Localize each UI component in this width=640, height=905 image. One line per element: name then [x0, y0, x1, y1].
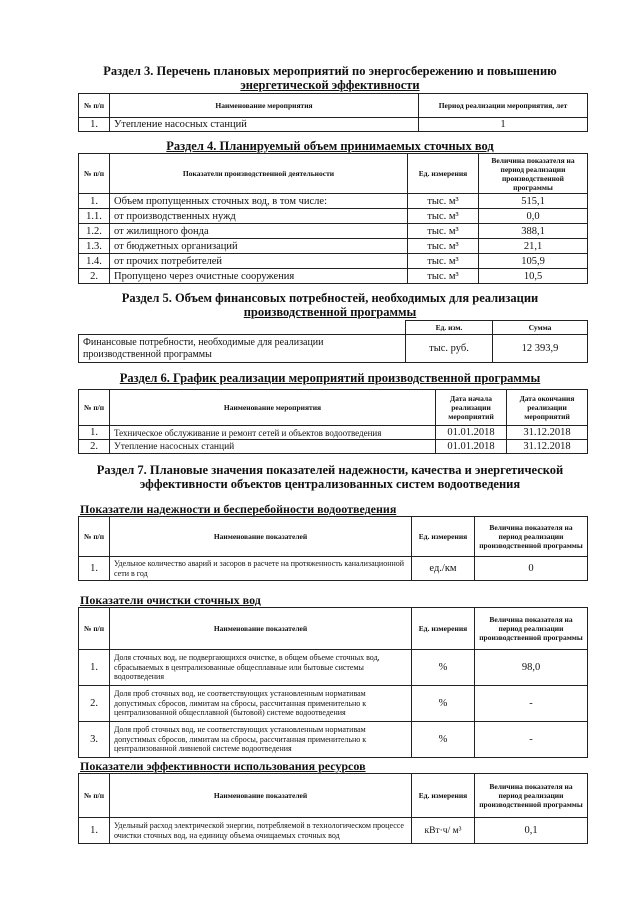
section-6-title: [70, 371, 590, 385]
col-unit: Ед. измерения: [408, 154, 479, 194]
row-value: -: [475, 686, 588, 722]
row-unit: тыс. м³: [408, 269, 479, 284]
section-6-table: [78, 389, 588, 454]
row-value: -: [475, 722, 588, 758]
table-header-row: [79, 154, 588, 194]
table-row: [79, 224, 588, 239]
col-name: Наименование показателей: [110, 517, 412, 557]
row-period: 1: [419, 118, 588, 132]
section-3-title-line1: Раздел 3. Перечень плановых мероприятий по энергосбережению и повышению: [103, 64, 557, 78]
row-number: 1.: [79, 426, 110, 440]
row-number: 1.2.: [79, 224, 110, 239]
table-row: [79, 440, 588, 454]
table-row: [79, 557, 588, 581]
section-6-title-text: Раздел 6. График реализации мероприятий производственной программы: [119, 371, 541, 385]
col-name: Показатели производственной деятельности: [110, 154, 408, 194]
col-value: Величина показателя на период реализации производственной программы: [479, 154, 588, 194]
col-end: Дата окончания реализации мероприятий: [507, 390, 588, 426]
table-row: [79, 209, 588, 224]
row-value: 515,1: [479, 194, 588, 209]
table-header-row: [79, 390, 588, 426]
col-name: Наименование мероприятия: [110, 390, 436, 426]
section-3-table: [78, 93, 588, 132]
row-name: от жилищного фонда: [110, 224, 408, 239]
efficiency-title: Показатели эффективности использования ресурсов: [80, 759, 366, 773]
row-unit: тыс. руб.: [406, 335, 493, 363]
row-name: Утепление насосных станций: [110, 440, 436, 454]
row-name: от производственных нужд: [110, 209, 408, 224]
row-name: от прочих потребителей: [110, 254, 408, 269]
row-unit: тыс. м³: [408, 239, 479, 254]
row-value: 0,1: [475, 818, 588, 844]
section-3-title: [70, 64, 590, 92]
col-number: № п/п: [79, 154, 110, 194]
row-name: Удельный расход электрической энергии, потребляемой в технологическом процессе очистки сточных вод, на единицу объема очищаемых сточных вод: [110, 818, 412, 844]
row-start: 01.01.2018: [436, 426, 507, 440]
col-name: Наименование показателей: [110, 774, 412, 818]
col-number: № п/п: [79, 774, 110, 818]
row-number: 1.3.: [79, 239, 110, 254]
table-row: [79, 686, 588, 722]
col-period: Период реализации мероприятия, лет: [419, 94, 588, 118]
row-name: от бюджетных организаций: [110, 239, 408, 254]
table-row: [79, 239, 588, 254]
row-number: 1.: [79, 194, 110, 209]
row-unit: %: [412, 650, 475, 686]
row-value: 21,1: [479, 239, 588, 254]
section-3-title-line2: энергетической эффективности: [240, 78, 420, 92]
row-unit: тыс. м³: [408, 224, 479, 239]
col-sum: Сумма: [493, 321, 588, 335]
section-4-table: [78, 153, 588, 284]
row-unit: ед./км: [412, 557, 475, 581]
reliability-title: Показатели надежности и бесперебойности водоотведения: [80, 502, 397, 516]
row-value: 0,0: [479, 209, 588, 224]
section-4-title-text: Раздел 4. Планируемый объем принимаемых сточных вод: [166, 139, 494, 153]
row-number: 3.: [79, 722, 110, 758]
row-end: 31.12.2018: [507, 440, 588, 454]
row-number: 1.4.: [79, 254, 110, 269]
section-4-title: [70, 139, 590, 153]
table-header-row: [79, 517, 588, 557]
col-name: Наименование мероприятия: [110, 94, 419, 118]
table-row: [79, 335, 588, 363]
row-number: 2.: [79, 269, 110, 284]
row-start: 01.01.2018: [436, 440, 507, 454]
col-value: Величина показателя на период реализации производственной программы: [475, 608, 588, 650]
table-row: [79, 194, 588, 209]
row-number: 2.: [79, 440, 110, 454]
row-number: 2.: [79, 686, 110, 722]
row-unit: тыс. м³: [408, 254, 479, 269]
table-header-row: [79, 774, 588, 818]
col-number: № п/п: [79, 94, 110, 118]
table-header-row: [79, 608, 588, 650]
row-value: 10,5: [479, 269, 588, 284]
row-number: 1.: [79, 557, 110, 581]
table-row: [79, 426, 588, 440]
efficiency-table: [78, 773, 588, 844]
table-row: [79, 650, 588, 686]
table-header-row: [79, 321, 588, 335]
row-name: Объем пропущенных сточных вод, в том числе:: [110, 194, 408, 209]
section-7-title: [70, 463, 590, 491]
row-number: 1.: [79, 118, 110, 132]
col-number: № п/п: [79, 517, 110, 557]
row-unit: тыс. м³: [408, 209, 479, 224]
row-unit: %: [412, 722, 475, 758]
row-unit: кВт·ч/ м³: [412, 818, 475, 844]
table-row: [79, 269, 588, 284]
section-5-title: [70, 291, 590, 319]
col-unit: Ед. измерения: [412, 517, 475, 557]
col-value: Величина показателя на период реализации производственной программы: [475, 517, 588, 557]
section-5-table: [78, 320, 588, 363]
section-7-title-line1: Раздел 7. Плановые значения показателей надежности, качества и энергетической: [96, 463, 564, 477]
row-name: Доля сточных вод, не подвергающихся очистке, в общем объеме сточных вод, сбрасываемых в централизованные общесплавные или бытовые системы водоотведения: [110, 650, 412, 686]
cleaning-table: [78, 607, 588, 758]
row-name: Утепление насосных станций: [110, 118, 419, 132]
row-unit: %: [412, 686, 475, 722]
col-number: № п/п: [79, 608, 110, 650]
row-value: 12 393,9: [493, 335, 588, 363]
row-unit: тыс. м³: [408, 194, 479, 209]
row-value: 0: [475, 557, 588, 581]
col-number: № п/п: [79, 390, 110, 426]
table-row: [79, 818, 588, 844]
col-name: Наименование показателей: [110, 608, 412, 650]
row-number: 1.: [79, 818, 110, 844]
row-name: Техническое обслуживание и ремонт сетей и объектов водоотведения: [110, 426, 436, 440]
section-5-title-line1: Раздел 5. Объем финансовых потребностей, необходимых для реализации: [121, 291, 539, 305]
table-row: [79, 722, 588, 758]
row-number: 1.1.: [79, 209, 110, 224]
table-header-row: [79, 94, 588, 118]
row-name: Финансовые потребности, необходимые для реализации производственной программы: [79, 335, 406, 363]
col-unit: Ед. изм.: [406, 321, 493, 335]
col-start: Дата начала реализации мероприятий: [436, 390, 507, 426]
row-name: Удельное количество аварий и засоров в расчете на протяженность канализационной сети в год: [110, 557, 412, 581]
row-value: 98,0: [475, 650, 588, 686]
row-name: Доля проб сточных вод, не соответствующих установленным нормативам допустимых сбросов, лимитам на сбросы, рассчитанная применительно к централизованной общесплавной (бытовой) системе водоотведения: [110, 686, 412, 722]
col-unit: Ед. измерения: [412, 608, 475, 650]
row-name: Пропущено через очистные сооружения: [110, 269, 408, 284]
row-end: 31.12.2018: [507, 426, 588, 440]
cleaning-title: Показатели очистки сточных вод: [80, 593, 261, 607]
col-value: Величина показателя на период реализации производственной программы: [475, 774, 588, 818]
row-number: 1.: [79, 650, 110, 686]
table-row: [79, 254, 588, 269]
col-unit: Ед. измерения: [412, 774, 475, 818]
row-value: 388,1: [479, 224, 588, 239]
section-5-title-line2: производственной программы: [243, 305, 417, 319]
section-7-title-line2: эффективности объектов централизованных систем водоотведения: [139, 477, 521, 491]
row-name: Доля проб сточных вод, не соответствующих установленным нормативам допустимых сбросов, лимитам на сбросы, рассчитанная применительно к централизованной ливневой системе водоотведения: [110, 722, 412, 758]
reliability-table: [78, 516, 588, 581]
row-value: 105,9: [479, 254, 588, 269]
table-row: [79, 118, 588, 132]
